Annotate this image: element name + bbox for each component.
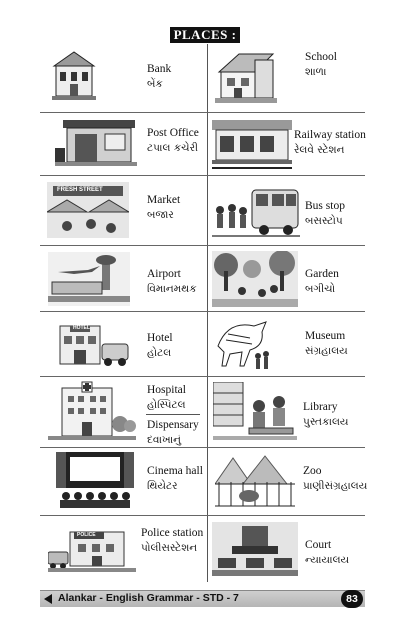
row-divider: [40, 112, 365, 113]
hotel-sign: HOTEL: [73, 325, 90, 331]
bus-stop-illustration: [212, 182, 300, 240]
court-illustration: [212, 522, 298, 576]
zoo-illustration: [215, 454, 295, 510]
market-sign: FRESH STREET: [57, 187, 103, 193]
row-divider: [40, 447, 365, 448]
place-label-airport: Airport વિમાનમથક: [147, 268, 197, 295]
row-divider: [40, 311, 365, 312]
place-label-garden: Garden બગીચો: [305, 268, 339, 295]
place-label-library: Library પુસ્તકાલય: [303, 401, 349, 428]
hotel-illustration: [56, 320, 130, 370]
place-label-market: Market બજાર: [147, 194, 181, 221]
market-illustration: [47, 182, 129, 238]
place-label-bus-stop: Bus stop બસસ્ટોપ: [305, 200, 345, 227]
column-divider: [207, 44, 208, 582]
page-heading: PLACES :: [170, 27, 240, 43]
place-label-police-station: Police station પોલીસસ્ટેશન: [141, 527, 204, 554]
cinema-hall-illustration: [56, 452, 134, 510]
place-label-hotel: Hotel હોટલ: [147, 332, 173, 359]
place-label-dispensary: Dispensary દવાખાનું: [147, 419, 199, 446]
row-divider: [40, 376, 365, 377]
row-divider: [40, 245, 365, 246]
arrow-left-icon: [44, 594, 52, 604]
library-illustration: [213, 382, 297, 442]
school-illustration: [215, 46, 277, 106]
railway-station-illustration: [212, 116, 292, 171]
museum-illustration: [214, 316, 272, 372]
police-station-illustration: [48, 528, 136, 572]
place-label-post-office: Post Office ટપાલ કચેરી: [147, 127, 199, 154]
page-footer: [40, 590, 365, 607]
place-label-court: Court ન્યાયાલય: [305, 539, 350, 566]
row-divider: [40, 515, 365, 516]
place-label-hospital: Hospital હોસ્પિટલ: [147, 384, 186, 411]
page-number: 83: [341, 590, 363, 608]
footer-title: Alankar - English Grammar - STD - 7: [58, 592, 239, 604]
row-divider: [40, 175, 365, 176]
garden-illustration: [212, 251, 298, 307]
place-label-bank: Bank બેંક: [147, 63, 172, 90]
place-label-school: School શાળા: [305, 51, 337, 78]
place-label-railway-station: Railway station રેલવે સ્ટેશન: [294, 129, 366, 156]
hospital-illustration: [48, 380, 136, 442]
place-label-museum: Museum સંગ્રહાલય: [305, 330, 348, 357]
airport-illustration: [48, 252, 130, 306]
place-label-cinema-hall: Cinema hall થિયેટર: [147, 465, 203, 492]
bank-illustration: [50, 48, 98, 104]
hospital-dispensary-divider: [146, 414, 200, 415]
post-office-illustration: [55, 118, 137, 168]
police-sign: POLICE: [77, 532, 96, 538]
place-label-zoo: Zoo પ્રાણીસંગ્રહાલય: [303, 465, 368, 492]
